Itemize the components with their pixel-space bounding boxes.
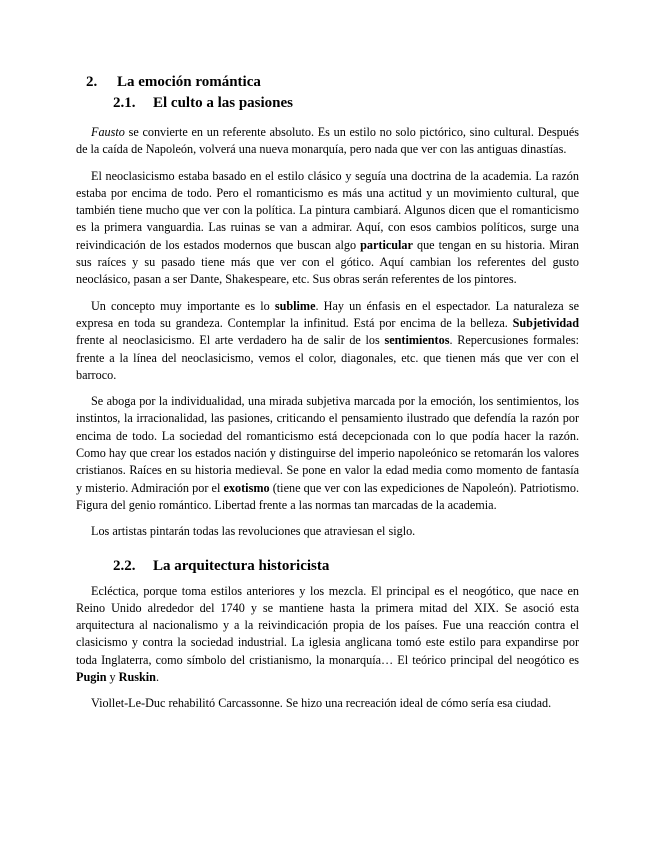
paragraph-revoluciones: Los artistas pintarán todas las revoluciones que atraviesan el siglo. — [91, 524, 416, 539]
document-body — [76, 66, 579, 722]
paragraph-viollet: Viollet-Le-Duc rehabilitó Carcassonne. Se hizo una recreación ideal de cómo sería esa ciudad. — [91, 696, 552, 711]
paragraph-neoclasicismo: El neoclasicismo estaba basado en el estilo clásico y seguía una doctrina de la academia. La razón estaba por encima de todo. Pero el romanticismo es más una actitud y un movimiento cultural, que también tiene mucho que ver con la política. La pintura cambiará. Algunos dicen que el romanticismo es la primera vanguardia. Las ruinas se van a admirar. Aquí, con esos cambios políticos, surge una reivindicación de los estados modernos que buscan algo particular que tengan en su historia. Miran sus raíces y su pasado tiene más que ver con el gótico. Aquí cambian los referentes del gusto neoclásico, pasan a ser Dante, Shakespeare, etc. Sus obras serán referentes de los pintores. — [76, 168, 579, 287]
section-title: La emoción romántica — [117, 74, 261, 90]
paragraph-fausto: Fausto se convierte en un referente absoluto. Es un estilo no solo pictórico, sino cultural. Después de la caída de Napoleón, volverá una nueva monarquía, pero nada que ver con las antiguas dinastías. — [76, 125, 579, 157]
paragraph-individualidad: Se aboga por la individualidad, una mirada subjetiva marcada por la emoción, los sentimientos, los instintos, la irracionalidad, las pasiones, criticando el pensamiento ilustrado que defendía la razón por encima de todo. La sociedad del romanticismo está decepcionada con lo que podía hacer la razón. Como hay que crear los estados nación y distinguirse del imperio napoleónico se retomarán los valores cristianos. Raíces en su historia medieval. Se pone en valor la edad media como momento de fantasía y misterio. Admiración por el exotismo (tiene que ver con las expediciones de Napoleón). Patriotismo. Figura del genio romántico. Libertad frente a las normas tan marcadas de la academia. — [76, 394, 579, 512]
paragraph-sublime: Un concepto muy importante es lo sublime. Hay un énfasis en el espectador. La naturaleza se expresa en toda su grandeza. Contemplar la infinitud. Está por encima de la belleza. Subjetividad frente al neoclasicismo. El arte verdadero ha de salir de los sentimientos. Repercusiones formales: frente a la línea del neoclasicismo, vemos el color, diagonales, etc. que tienen más que ver con el barroco. — [76, 298, 580, 382]
bold-term: Ruskin — [118, 670, 156, 685]
subsection-heading-2-2 — [113, 555, 579, 577]
subsection-title: El culto a las pasiones — [153, 95, 294, 111]
bold-term: particular — [360, 237, 413, 252]
bold-term: Subjetividad — [512, 315, 579, 330]
subsection-heading-2-1 — [113, 92, 579, 114]
section-number: 2. — [86, 74, 98, 90]
subsection-number: 2.2. — [113, 557, 136, 574]
bold-term: exotismo — [223, 480, 270, 495]
subsection-number: 2.1. — [113, 95, 136, 111]
paragraph-eclectica: Ecléctica, porque toma estilos anteriores y los mezcla. El principal es el neogótico, que nace en Reino Unido alrededor del 1740 y se mantiene hasta la primera mitad del XIX. Se asoció esta arquitectura al nacionalismo y a la reivindicación propia de los países. Fue una reacción contra el clasicismo y contra la sociedad industrial. La iglesia anglicana tomó este estilo para expandirse por toda Inglaterra, como símbolo del cristianismo, la monarquía… El teórico principal del neogótico es Pugin y Ruskin. — [76, 583, 579, 685]
italic-term: Fausto — [91, 125, 125, 139]
bold-term: sublime — [274, 298, 316, 313]
section-heading — [86, 72, 579, 92]
bold-term: Pugin — [76, 670, 107, 685]
subsection-title: La arquitectura historicista — [153, 557, 330, 574]
bold-term: sentimientos — [384, 333, 450, 348]
